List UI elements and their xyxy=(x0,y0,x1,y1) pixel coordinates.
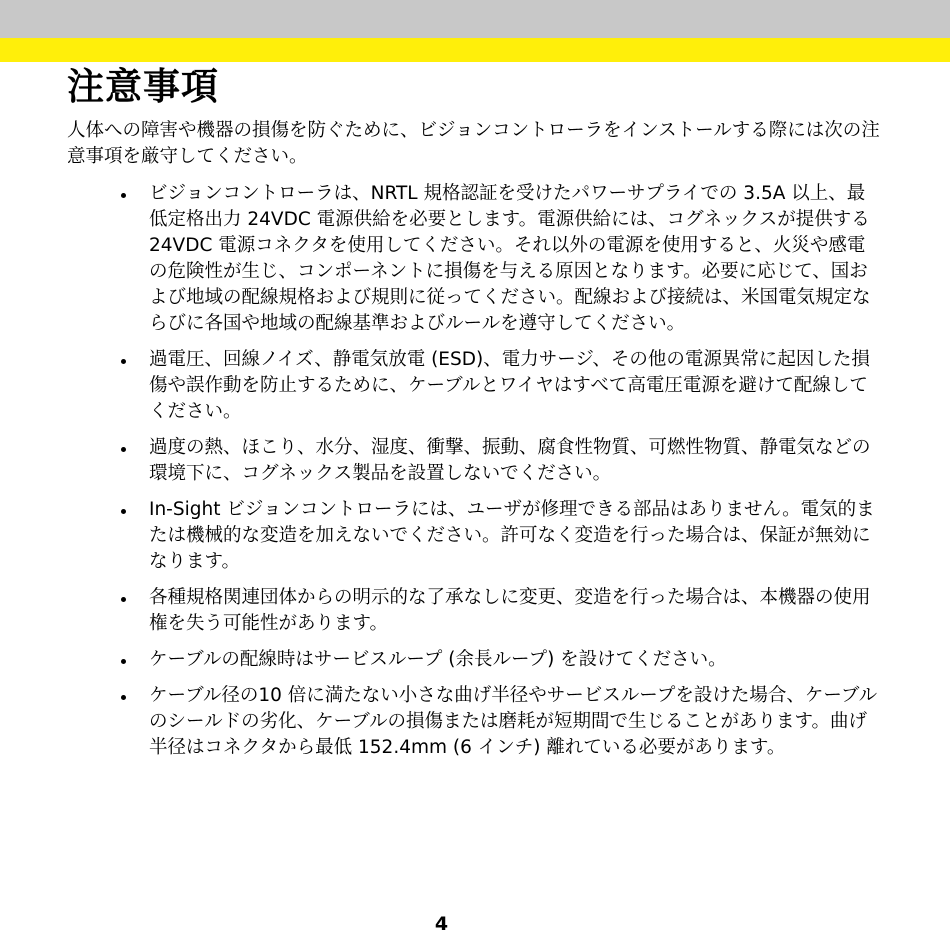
bullet-icon xyxy=(121,447,126,452)
caution-item-cable-routing xyxy=(67,347,882,425)
caution-item-power-supply xyxy=(67,181,882,337)
bullet-icon xyxy=(121,695,126,700)
bullet-icon xyxy=(121,597,126,602)
caution-text: In-Sight ビジョンコントローラには、ユーザが修理できる部品はありません。電気的または機械的な変造を加えないでください。許可なく変造を行った場合は、保証が無効になります。 xyxy=(149,499,875,572)
caution-text: ビジョンコントローラは、NRTL 規格認証を受けたパワーサプライでの 3.5A 以上、最低定格出力 24VDC 電源供給を必要とします。電源供給には、コグネックスが提供する 24VDC 電源コネクタを使用してください。それ以外の電源を使用すると、火災や感電の危険性が生じ、コンポーネントに損傷を与える原因となります。必要に応じて、国および地域の配線規格および規則に従ってください。配線および接続は、米国電気規定ならびに各国や地域の配線基準およびルールを遵守してください。 xyxy=(149,183,871,334)
header-yellow-stripe xyxy=(0,38,950,62)
caution-text: ケーブル径の10 倍に満たない小さな曲げ半径やサービスループを設けた場合、ケーブルのシールドの劣化、ケーブルの損傷または磨耗が短期間で生じることがあります。曲げ半径はコネクタから最低 152.4mm (6 インチ) 離れている必要があります。 xyxy=(149,685,878,758)
bullet-icon xyxy=(121,659,126,664)
page-number: 4 xyxy=(434,913,449,935)
page-title: 注意事項 xyxy=(67,65,219,108)
header-gray-band xyxy=(0,0,950,38)
caution-text: ケーブルの配線時はサービスループ (余長ループ) を設けてください。 xyxy=(149,649,727,670)
bullet-icon xyxy=(121,193,126,198)
caution-item-modification xyxy=(67,585,882,637)
caution-item-service-loop xyxy=(67,647,882,673)
caution-text: 過電圧、回線ノイズ、静電気放電 (ESD)、電力サージ、その他の電源異常に起因した損傷や誤作動を防止するために、ケーブルとワイヤはすべて高電圧電源を避けて配線してください。 xyxy=(149,349,870,422)
caution-list xyxy=(67,181,882,771)
caution-text: 過度の熱、ほこり、水分、湿度、衝撃、振動、腐食性物質、可燃性物質、静電気などの環境下に、コグネックス製品を設置しないでください。 xyxy=(149,437,871,484)
caution-item-no-user-parts xyxy=(67,497,882,575)
bullet-icon xyxy=(121,509,126,514)
intro-paragraph: 人体への障害や機器の損傷を防ぐために、ビジョンコントローラをインストールする際には次の注意事項を厳守してください。 xyxy=(67,120,880,167)
caution-item-environment xyxy=(67,435,882,487)
bullet-icon xyxy=(121,359,126,364)
caution-item-bend-radius xyxy=(67,683,882,761)
caution-text: 各種規格関連団体からの明示的な了承なしに変更、変造を行った場合は、本機器の使用権を失う可能性があります。 xyxy=(149,587,871,634)
